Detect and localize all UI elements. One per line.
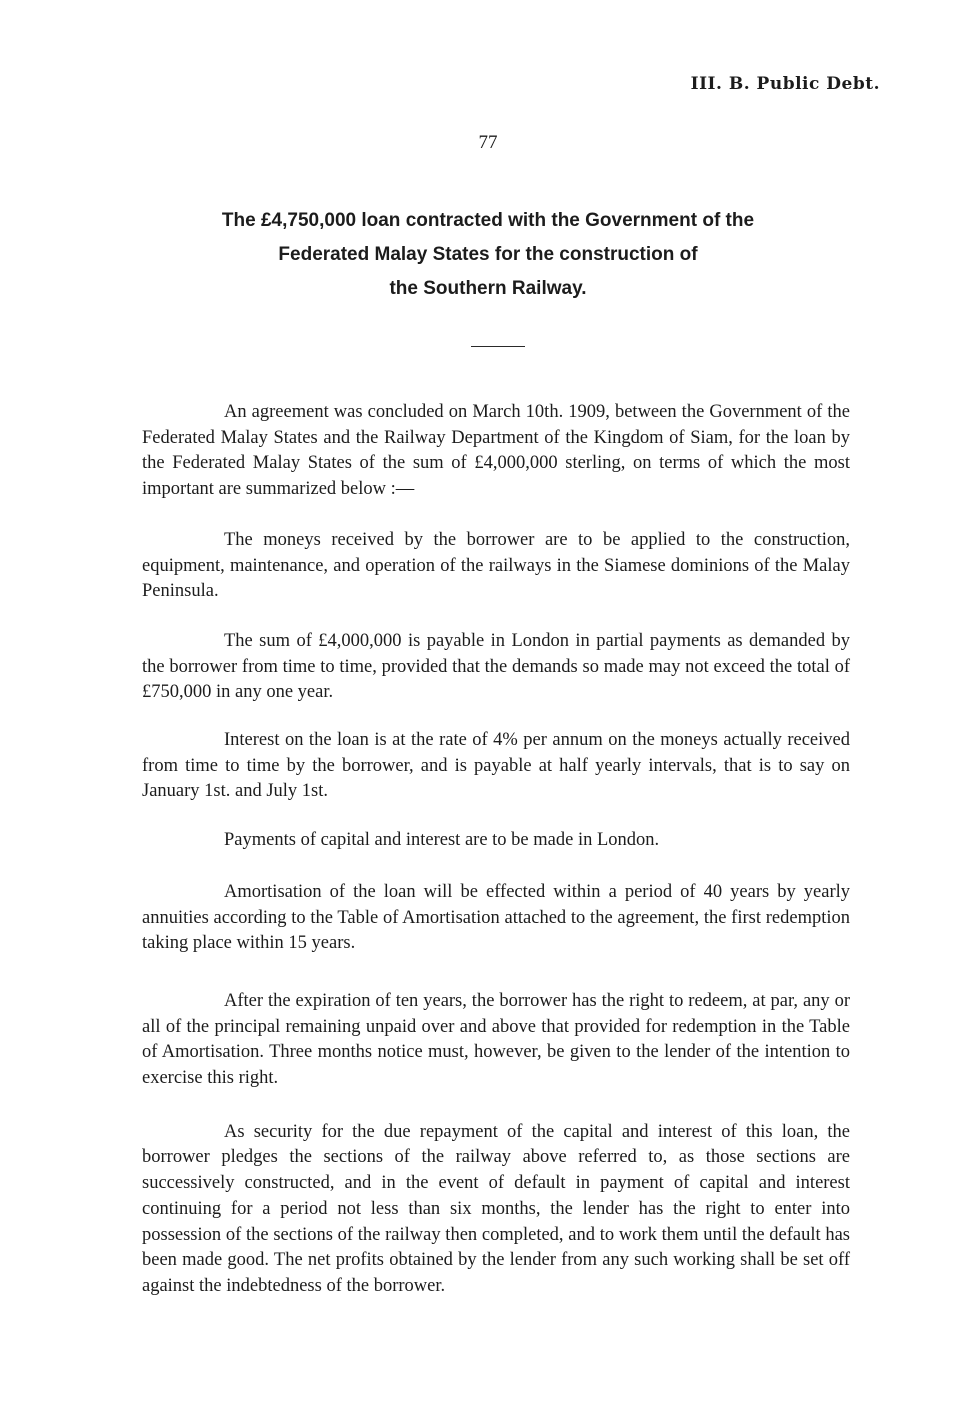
paragraph-security: As security for the due repayment of the capital and interest of this loan, the borrower pledges the sections of the railway above referred to, as those sections are successively constructed, and in the event of default in payment of capital and interest continuing for a period not less than six months, the lender has the right to enter into possession of the sections of the railway then completed, and to work them until the default has been made good. The net profits obtained by the lender from any such working shall be set off against the indebtedness of the borrower. bbox=[142, 1121, 850, 1296]
title-divider bbox=[471, 346, 525, 347]
paragraph-agreement: An agreement was concluded on March 10th. 1909, between the Government of the Federated Malay States and the Railway Department of the Kingdom of Siam, for the loan by the Federated Malay States of the sum of £4,000,000 sterling, on terms of which the most important are summarized below :— bbox=[142, 402, 850, 500]
paragraph-interest: Interest on the loan is at the rate of 4% per annum on the moneys actually received from time to time by the borrower, and is payable at half yearly intervals, that is to say on January 1st. and July 1st. bbox=[142, 730, 850, 802]
paragraph-amortisation: Amortisation of the loan will be effected within a period of 40 years by yearly annuities according to the Table of Amortisation attached to the agreement, the first redemption taking place within 15 years. bbox=[142, 881, 850, 954]
paragraph-payment-schedule: The sum of £4,000,000 is payable in London in partial payments as demanded by the borrower from time to time, provided that the demands so made may not exceed the total of £750,000 in any one year. bbox=[142, 630, 850, 703]
paragraph-payment-location: Payments of capital and interest are to be made in London. bbox=[224, 830, 660, 851]
document-title bbox=[0, 204, 976, 306]
page-number: 77 bbox=[478, 132, 498, 153]
section-label: III. B. Public Debt. bbox=[690, 74, 880, 94]
paragraph-redemption: After the expiration of ten years, the borrower has the right to redeem, at par, any or all of the principal remaining unpaid over and above that provided for redemption in the Table of Amortisation. Three months notice must, however, be given to the lender of the intention to exercise this right. bbox=[142, 990, 850, 1089]
title-line-3: the Southern Railway. bbox=[389, 278, 587, 299]
body-text bbox=[142, 400, 850, 1325]
title-line-1: The £4,750,000 loan contracted with the Government of the bbox=[221, 210, 755, 231]
paragraph-application: The moneys received by the borrower are to be applied to the construction, equipment, maintenance, and operation of the railways in the Siamese dominions of the Malay Peninsula. bbox=[142, 529, 850, 602]
title-line-2: Federated Malay States for the construction of bbox=[278, 244, 698, 265]
